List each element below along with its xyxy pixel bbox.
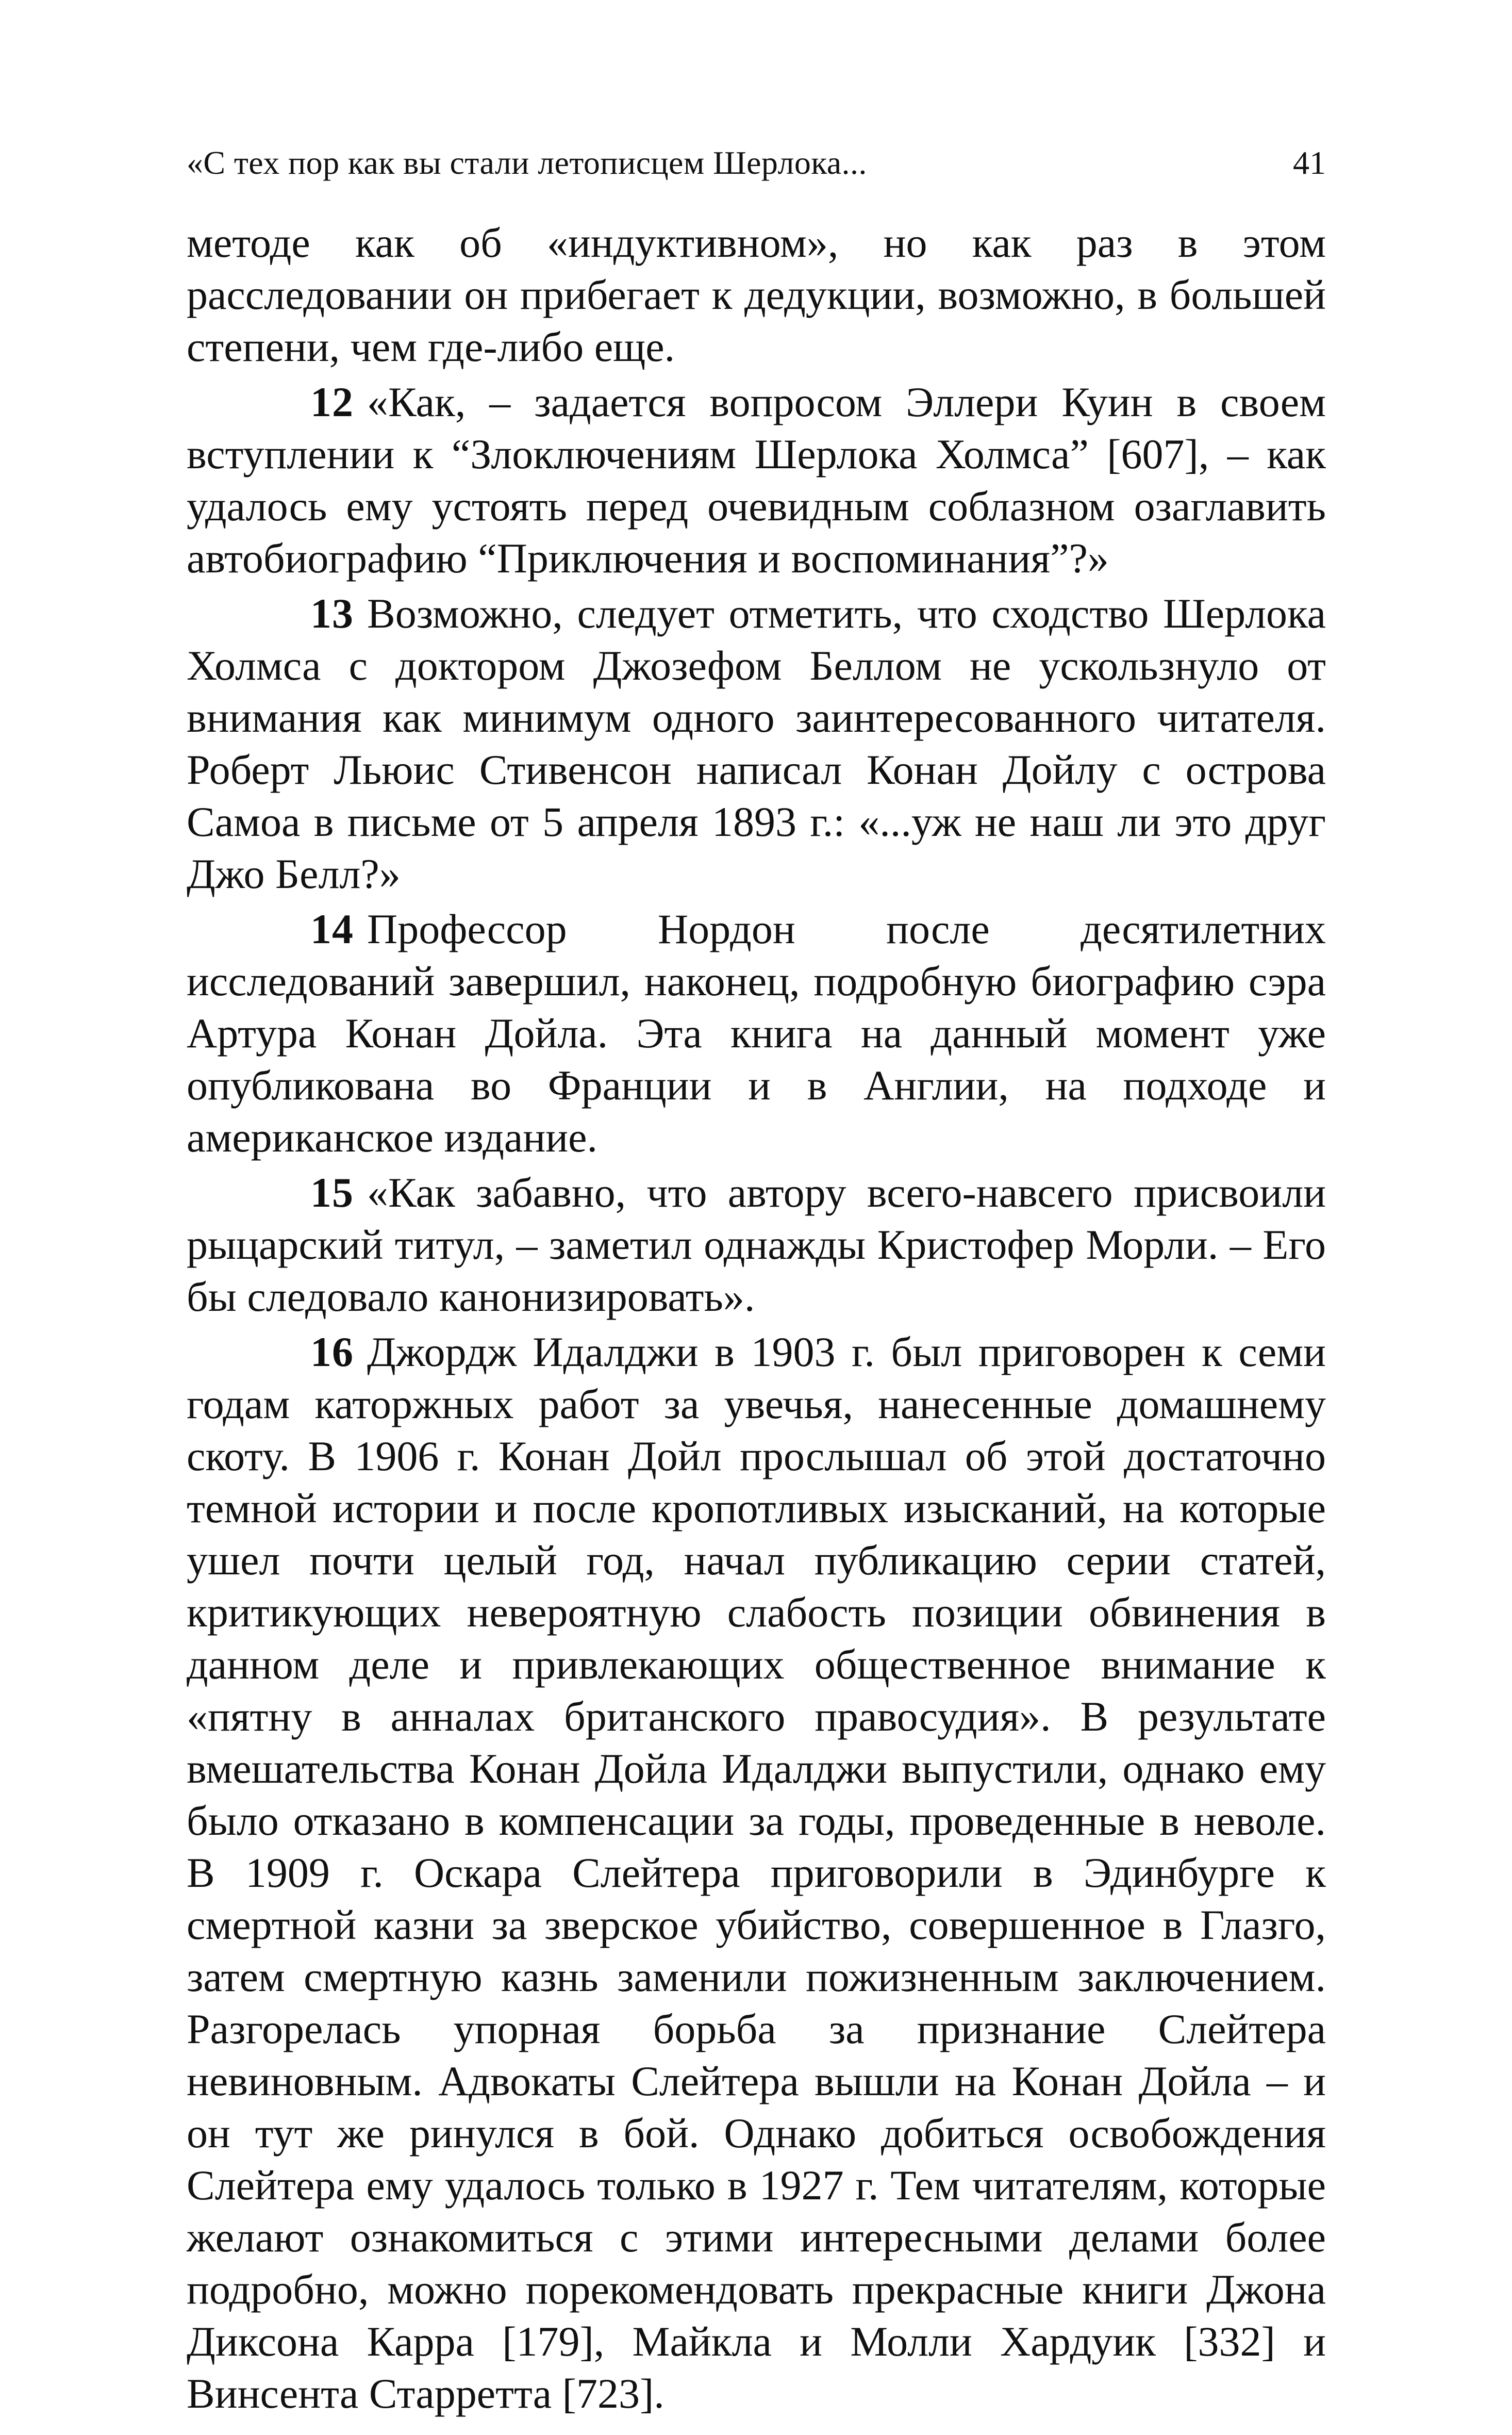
note-number: 16 <box>310 1328 354 1375</box>
note-text: Джордж Идалджи в 1903 г. был приговорен к семи годам каторжных работ за увечья, нанесенные домашнему скоту. В 1906 г. Конан Дойл прослышал об этой достаточно темной истории и после кропотливых изысканий, на которые ушел почти целый год, начал публикацию серии статей, критикующих невероятную слабость позиции обвинения в данном деле и привлекающих общественное внимание к «пятну в анналах британского правосудия». В результате вмешательства Конан Дойла Идалджи выпустили, однако ему было отказано в компенсации за годы, проведенные в неволе. В 1909 г. Оскара Слейтера приговорили в Эдинбурге к смертной казни за зверское убийство, совершенное в Глазго, затем смертную казнь заменили пожизненным заключением. Разгорелась упорная борьба за признание Слейтера невиновным. Адвокаты Слейтера вышли на Конан Дойла – и он тут же ринулся в бой. Однако добиться освобождения Слейтера ему удалось только в 1927 г. Тем читателям, которые желают ознакомиться с этими интересными делами более подробно, можно порекомендовать прекрасные книги Джона Диксона Карра [179], Майкла и Молли Хардуик [332] и Винсента Старретта [723]. <box>187 1328 1326 2417</box>
note-text: «Как забавно, что автору всего-навсего присвоили рыцарский титул, – заметил однажды Кристофер Морли. – Его бы следовало канонизировать». <box>187 1169 1326 1320</box>
intro-paragraph: методе как об «индуктивном», но как раз в этом расследовании он прибегает к дедукции, возможно, в большей степени, чем где-либо еще. <box>187 219 1326 370</box>
note-16 <box>187 1326 1326 2420</box>
note-number: 15 <box>310 1169 354 1216</box>
note-text: Профессор Нордон после десятилетних исследований завершил, наконец, подробную биографию сэра Артура Конан Дойла. Эта книга на данный момент уже опубликована во Франции и в Англии, на подходе и американское издание. <box>187 906 1326 1161</box>
running-title: «С тех пор как вы стали летописцем Шерлока... <box>187 144 867 181</box>
note-13 <box>187 587 1326 900</box>
running-header <box>187 137 1326 189</box>
note-number: 14 <box>310 906 354 952</box>
page-body <box>187 217 1326 2420</box>
note-14 <box>187 903 1326 1163</box>
note-number: 13 <box>310 590 354 637</box>
note-number: 12 <box>310 379 354 425</box>
note-12 <box>187 376 1326 584</box>
note-15 <box>187 1166 1326 1323</box>
page-number: 41 <box>1293 144 1326 181</box>
note-text: Возможно, следует отметить, что сходство Шерлока Холмса с доктором Джозефом Беллом не ускользнуло от внимания как минимум одного заинтересованного читателя. Роберт Льюис Стивенсон написал Конан Дойлу с острова Самоа в письме от 5 апреля 1893 г.: «...уж не наш ли это друг Джо Белл?» <box>187 590 1326 897</box>
note-text: «Как, – задается вопросом Эллери Куин в своем вступлении к “Злоключениям Шерлока Холмса” [607], – как удалось ему устоять перед очевидным соблазном озаглавить автобиографию “Приключения и воспоминания”?» <box>187 379 1326 582</box>
